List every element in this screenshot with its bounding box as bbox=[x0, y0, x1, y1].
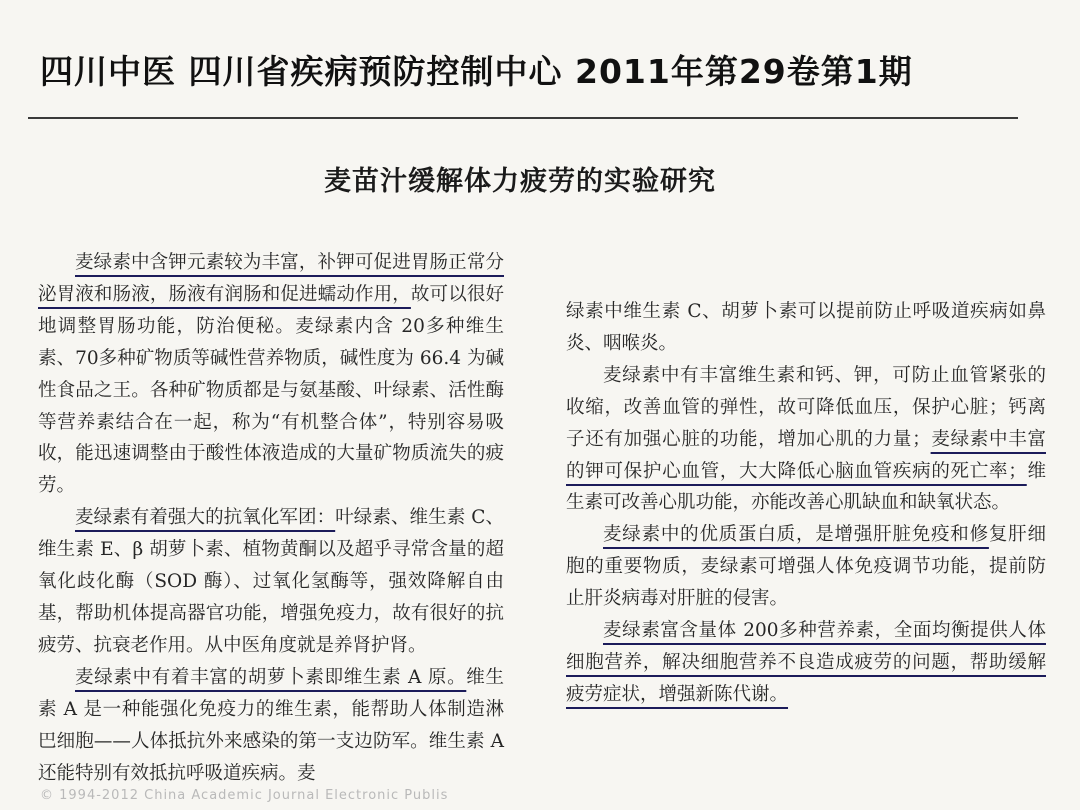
right-paragraph-1 bbox=[566, 296, 1046, 360]
underlined-text: 麦绿素中丰富的钾可保护心血管，大大降低心脑血管疾病的死亡率； bbox=[566, 428, 1046, 482]
copyright-watermark: © 1994-2012 China Academic Journal Electronic Publis bbox=[40, 788, 449, 803]
underlined-text: 麦绿素中有着丰富的胡萝卜素即维生素 A 原。 bbox=[75, 666, 467, 688]
left-paragraph-1 bbox=[38, 247, 504, 502]
right-column bbox=[566, 296, 1046, 711]
paragraph-text: 维生素 A 是一种能强化免疫力的维生素，能帮助人体制造淋巴细胞——人体抵抗外来感染的第一支边防军。维生素 A 还能特别有效抵抗呼吸道疾病。麦 bbox=[38, 666, 504, 784]
paragraph-text: 叶绿素、维生素 C、维生素 E、β 胡萝卜素、植物黄酮以及超乎寻常含量的超氧化歧化酶（SOD 酶）、过氧化氢酶等，强效降解自由基，帮助机体提高器官功能，增强免疫力，故有很好的抗疲劳、抗衰老作用。从中医角度就是养肾护肾。 bbox=[38, 507, 504, 656]
paragraph-text: 维生素可改善心肌功能，亦能改善心肌缺血和缺氧状态。 bbox=[566, 460, 1046, 514]
article-title: 麦苗汁缓解体力疲劳的实验研究 bbox=[324, 166, 716, 197]
left-column bbox=[38, 247, 504, 789]
underlined-text: 麦绿素中含钾元素较为丰富，补钾可促进胃肠正常分泌胃液和肠液，肠液有润肠和促进蠕动作用， bbox=[38, 252, 504, 305]
paragraph-text: 绿素中维生素 C、胡萝卜素可以提前防止呼吸道疾病如鼻炎、咽喉炎。 bbox=[566, 301, 1046, 354]
right-paragraph-4 bbox=[566, 615, 1046, 711]
paragraph-text: 复肝细胞的重要物质，麦绿素可增强人体免疫调节功能，提前防止肝炎病毒对肝脏的侵害。 bbox=[566, 524, 1046, 610]
underlined-text: 麦绿素中的优质蛋白质，是增强肝脏免疫和修 bbox=[603, 524, 989, 546]
left-paragraph-2 bbox=[38, 502, 504, 662]
right-paragraph-3 bbox=[566, 519, 1046, 615]
paragraph-text: 麦绿素中有丰富维生素和钙、钾，可防止血管紧张的收缩，改善血管的弹性，故可降低血压，保护心脏；钙离子还有加强心脏的功能，增加心肌的力量； bbox=[566, 364, 1046, 450]
left-paragraph-3 bbox=[38, 662, 504, 790]
journal-header-title: 四川中医 四川省疾病预防控制中心 2011年第29卷第1期 bbox=[40, 52, 913, 91]
underlined-text: 麦绿素富含量体 200多种营养素，全面均衡提供人体细胞营养，解决细胞营养不良造成疲劳的问题，帮助缓解疲劳症状，增强新陈代谢。 bbox=[566, 620, 1046, 705]
paragraph-text: 故可以很好地调整胃肠功能，防治便秘。麦绿素内含 20多种维生素、70多种矿物质等碱性营养物质，碱性度为 66.4 为碱性食品之王。各种矿物质都是与氨基酸、叶绿素、活性酶等营养素结合在一起，称为“有机整合体”，特别容易吸收，能迅速调整由于酸性体液造成的大量矿物质流失的疲劳。 bbox=[38, 283, 504, 497]
underlined-text: 麦绿素有着强大的抗氧化军团： bbox=[75, 507, 336, 529]
header-divider bbox=[28, 117, 1018, 119]
right-paragraph-2 bbox=[566, 360, 1046, 520]
